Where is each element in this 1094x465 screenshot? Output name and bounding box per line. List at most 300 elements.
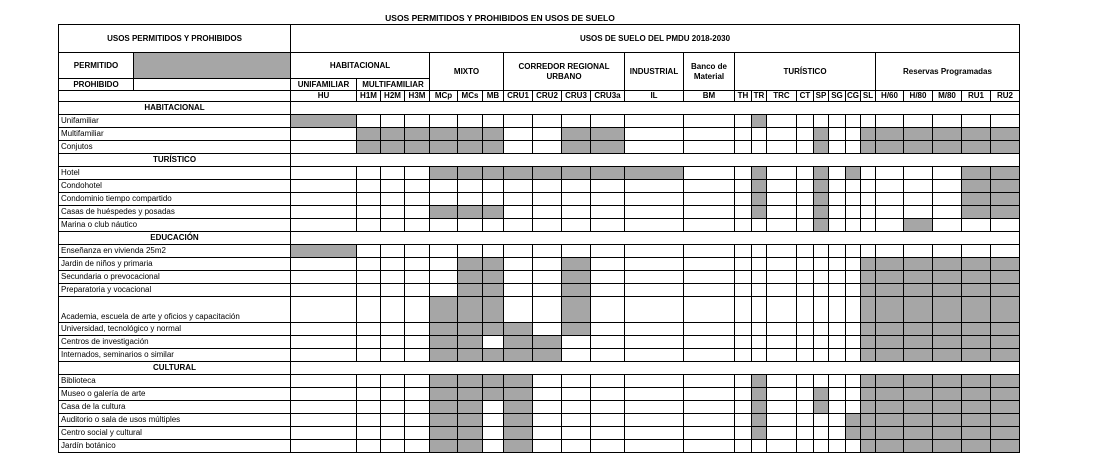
- table-row: [59, 180, 1020, 193]
- row-label: Casas de huéspedes y posadas: [59, 206, 291, 219]
- row-label: Condohotel: [59, 180, 291, 193]
- cell-permitido: [933, 414, 962, 427]
- cell-prohibido: [291, 193, 357, 206]
- cell-prohibido: [483, 193, 504, 206]
- cell-prohibido: [904, 245, 933, 258]
- cell-prohibido: [562, 206, 591, 219]
- section-row: [59, 232, 1020, 245]
- cell-permitido: [814, 388, 829, 401]
- cell-prohibido: [291, 258, 357, 271]
- table-row: [59, 401, 1020, 414]
- cell-prohibido: [625, 297, 684, 323]
- cell-prohibido: [767, 206, 797, 219]
- cell-prohibido: [829, 219, 846, 232]
- cell-prohibido: [735, 297, 752, 323]
- cell-prohibido: [735, 141, 752, 154]
- cell-prohibido: [291, 284, 357, 297]
- cell-permitido: [483, 349, 504, 362]
- cell-prohibido: [357, 414, 381, 427]
- legend-prohibido-swatch: [134, 79, 291, 91]
- cell-prohibido: [533, 323, 562, 336]
- cell-prohibido: [752, 141, 767, 154]
- section-title: CULTURAL: [59, 362, 291, 375]
- cell-permitido: [861, 323, 876, 336]
- cell-prohibido: [430, 180, 458, 193]
- cell-prohibido: [767, 128, 797, 141]
- table-row: [59, 414, 1020, 427]
- cell-prohibido: [962, 245, 991, 258]
- table-row: [59, 297, 1020, 323]
- cell-prohibido: [767, 180, 797, 193]
- cell-prohibido: [735, 193, 752, 206]
- cell-prohibido: [767, 141, 797, 154]
- cell-permitido: [861, 336, 876, 349]
- cell-permitido: [591, 128, 625, 141]
- cell-prohibido: [829, 388, 846, 401]
- cell-prohibido: [735, 271, 752, 284]
- cell-permitido: [752, 401, 767, 414]
- cell-prohibido: [458, 245, 483, 258]
- cell-prohibido: [504, 219, 533, 232]
- cell-prohibido: [797, 297, 814, 323]
- cell-prohibido: [735, 323, 752, 336]
- cell-prohibido: [933, 245, 962, 258]
- cell-permitido: [933, 128, 962, 141]
- cell-prohibido: [797, 349, 814, 362]
- cell-prohibido: [797, 440, 814, 453]
- table-row: [59, 271, 1020, 284]
- cell-permitido: [876, 284, 904, 297]
- cell-prohibido: [591, 388, 625, 401]
- cell-prohibido: [405, 284, 430, 297]
- cell-permitido: [876, 336, 904, 349]
- section-title: TURÍSTICO: [59, 154, 291, 167]
- cell-prohibido: [483, 245, 504, 258]
- cell-permitido: [752, 414, 767, 427]
- cell-permitido: [458, 128, 483, 141]
- cell-prohibido: [991, 245, 1020, 258]
- section-title: EDUCACIÓN: [59, 232, 291, 245]
- cell-prohibido: [767, 245, 797, 258]
- cell-prohibido: [846, 284, 861, 297]
- cell-prohibido: [767, 375, 797, 388]
- cell-permitido: [430, 388, 458, 401]
- table-row: [59, 323, 1020, 336]
- cell-prohibido: [829, 167, 846, 180]
- cell-prohibido: [752, 349, 767, 362]
- table-row: [59, 284, 1020, 297]
- column-codes-row: [59, 91, 1020, 102]
- cell-prohibido: [684, 427, 735, 440]
- cell-prohibido: [357, 206, 381, 219]
- table-row: [59, 128, 1020, 141]
- column-code-h2m: H2M: [381, 91, 405, 102]
- cell-prohibido: [829, 284, 846, 297]
- cell-prohibido: [829, 206, 846, 219]
- cell-permitido: [962, 271, 991, 284]
- cell-prohibido: [504, 297, 533, 323]
- cell-permitido: [876, 297, 904, 323]
- cell-prohibido: [405, 349, 430, 362]
- cell-prohibido: [381, 440, 405, 453]
- cell-permitido: [904, 297, 933, 323]
- cell-prohibido: [591, 375, 625, 388]
- cell-prohibido: [562, 414, 591, 427]
- cell-prohibido: [876, 206, 904, 219]
- cell-prohibido: [430, 115, 458, 128]
- row-label: Centro social y cultural: [59, 427, 291, 440]
- column-code-mb: MB: [483, 91, 504, 102]
- cell-prohibido: [291, 297, 357, 323]
- cell-prohibido: [405, 271, 430, 284]
- cell-permitido: [458, 440, 483, 453]
- cell-prohibido: [767, 258, 797, 271]
- cell-permitido: [904, 427, 933, 440]
- cell-permitido: [430, 206, 458, 219]
- cell-permitido: [357, 141, 381, 154]
- cell-prohibido: [684, 245, 735, 258]
- cell-permitido: [876, 440, 904, 453]
- cell-prohibido: [846, 297, 861, 323]
- cell-prohibido: [767, 401, 797, 414]
- table-row: [59, 388, 1020, 401]
- cell-prohibido: [357, 115, 381, 128]
- cell-permitido: [904, 271, 933, 284]
- cell-permitido: [504, 388, 533, 401]
- cell-permitido: [381, 128, 405, 141]
- cell-prohibido: [846, 258, 861, 271]
- section-filler: [291, 102, 1020, 115]
- cell-permitido: [483, 284, 504, 297]
- group-unifamiliar: UNIFAMILIAR: [291, 79, 357, 91]
- cell-prohibido: [483, 180, 504, 193]
- cell-prohibido: [357, 388, 381, 401]
- cell-prohibido: [405, 414, 430, 427]
- cell-prohibido: [591, 219, 625, 232]
- cell-permitido: [991, 440, 1020, 453]
- cell-permitido: [591, 141, 625, 154]
- cell-prohibido: [405, 180, 430, 193]
- cell-permitido: [861, 271, 876, 284]
- cell-permitido: [483, 258, 504, 271]
- cell-permitido: [904, 401, 933, 414]
- cell-prohibido: [752, 258, 767, 271]
- section-title: HABITACIONAL: [59, 102, 291, 115]
- cell-prohibido: [405, 167, 430, 180]
- cell-prohibido: [735, 219, 752, 232]
- cell-prohibido: [562, 180, 591, 193]
- cell-prohibido: [357, 401, 381, 414]
- cell-prohibido: [797, 193, 814, 206]
- cell-prohibido: [752, 323, 767, 336]
- cell-permitido: [458, 284, 483, 297]
- table-row: [59, 115, 1020, 128]
- cell-prohibido: [861, 245, 876, 258]
- cell-permitido: [846, 167, 861, 180]
- cell-prohibido: [814, 297, 829, 323]
- cell-prohibido: [357, 323, 381, 336]
- cell-permitido: [458, 271, 483, 284]
- cell-prohibido: [405, 245, 430, 258]
- cell-prohibido: [846, 206, 861, 219]
- cell-permitido: [504, 349, 533, 362]
- cell-prohibido: [797, 219, 814, 232]
- cell-prohibido: [562, 219, 591, 232]
- cell-prohibido: [625, 401, 684, 414]
- cell-prohibido: [876, 193, 904, 206]
- cell-prohibido: [430, 219, 458, 232]
- cell-prohibido: [861, 167, 876, 180]
- section-row: [59, 102, 1020, 115]
- cell-permitido: [405, 128, 430, 141]
- cell-prohibido: [591, 323, 625, 336]
- cell-permitido: [861, 375, 876, 388]
- cell-prohibido: [430, 258, 458, 271]
- cell-prohibido: [846, 375, 861, 388]
- cell-permitido: [933, 349, 962, 362]
- cell-prohibido: [752, 219, 767, 232]
- cell-permitido: [430, 414, 458, 427]
- cell-permitido: [483, 167, 504, 180]
- cell-prohibido: [405, 440, 430, 453]
- cell-permitido: [991, 297, 1020, 323]
- header-row-2: [59, 53, 1020, 79]
- cell-prohibido: [876, 167, 904, 180]
- cell-prohibido: [405, 388, 430, 401]
- cell-permitido: [991, 336, 1020, 349]
- cell-prohibido: [533, 440, 562, 453]
- cell-permitido: [458, 375, 483, 388]
- cell-prohibido: [829, 440, 846, 453]
- cell-permitido: [962, 414, 991, 427]
- cell-prohibido: [357, 245, 381, 258]
- cell-prohibido: [625, 115, 684, 128]
- cell-permitido: [933, 323, 962, 336]
- row-label: Marina o club náutico: [59, 219, 291, 232]
- cell-permitido: [991, 349, 1020, 362]
- cell-prohibido: [829, 180, 846, 193]
- cell-prohibido: [846, 271, 861, 284]
- column-code-mcp: MCp: [430, 91, 458, 102]
- cell-prohibido: [735, 349, 752, 362]
- cell-permitido: [962, 167, 991, 180]
- cell-prohibido: [562, 388, 591, 401]
- cell-prohibido: [829, 141, 846, 154]
- cell-permitido: [405, 141, 430, 154]
- cell-prohibido: [591, 349, 625, 362]
- cell-prohibido: [562, 427, 591, 440]
- cell-permitido: [933, 284, 962, 297]
- column-code-cru3: CRU3: [562, 91, 591, 102]
- cell-prohibido: [591, 271, 625, 284]
- legend-permitido-label: PERMITIDO: [59, 53, 134, 79]
- cell-permitido: [962, 375, 991, 388]
- cell-permitido: [933, 401, 962, 414]
- cell-prohibido: [625, 206, 684, 219]
- cell-prohibido: [829, 375, 846, 388]
- cell-prohibido: [684, 284, 735, 297]
- cell-prohibido: [357, 297, 381, 323]
- cell-prohibido: [933, 193, 962, 206]
- cell-prohibido: [735, 245, 752, 258]
- cell-prohibido: [814, 271, 829, 284]
- column-code-ru1: RU1: [962, 91, 991, 102]
- cell-prohibido: [684, 193, 735, 206]
- cell-prohibido: [752, 245, 767, 258]
- cell-prohibido: [357, 375, 381, 388]
- cell-permitido: [430, 128, 458, 141]
- cell-prohibido: [591, 206, 625, 219]
- cell-prohibido: [829, 128, 846, 141]
- cell-prohibido: [846, 401, 861, 414]
- cell-prohibido: [357, 219, 381, 232]
- cell-prohibido: [767, 336, 797, 349]
- cell-prohibido: [767, 167, 797, 180]
- column-code-tr: TR: [752, 91, 767, 102]
- cell-permitido: [933, 427, 962, 440]
- cell-prohibido: [904, 180, 933, 193]
- cell-prohibido: [829, 193, 846, 206]
- cell-prohibido: [797, 180, 814, 193]
- cell-prohibido: [846, 349, 861, 362]
- cell-prohibido: [735, 128, 752, 141]
- cell-prohibido: [357, 258, 381, 271]
- cell-permitido: [933, 440, 962, 453]
- cell-prohibido: [291, 219, 357, 232]
- cell-permitido: [876, 375, 904, 388]
- row-label: Museo o galería de arte: [59, 388, 291, 401]
- cell-permitido: [876, 401, 904, 414]
- cell-prohibido: [752, 284, 767, 297]
- column-code-il: IL: [625, 91, 684, 102]
- cell-prohibido: [904, 115, 933, 128]
- cell-prohibido: [684, 401, 735, 414]
- cell-permitido: [933, 141, 962, 154]
- cell-permitido: [562, 258, 591, 271]
- cell-permitido: [861, 440, 876, 453]
- cell-prohibido: [381, 427, 405, 440]
- cell-permitido: [991, 284, 1020, 297]
- cell-prohibido: [767, 349, 797, 362]
- cell-prohibido: [684, 180, 735, 193]
- cell-prohibido: [625, 323, 684, 336]
- row-label: Auditorio o sala de usos múltiples: [59, 414, 291, 427]
- cell-prohibido: [533, 193, 562, 206]
- cell-prohibido: [625, 440, 684, 453]
- cell-permitido: [933, 258, 962, 271]
- cell-permitido: [904, 440, 933, 453]
- cell-prohibido: [291, 167, 357, 180]
- cell-prohibido: [533, 245, 562, 258]
- cell-permitido: [458, 388, 483, 401]
- cell-permitido: [814, 128, 829, 141]
- cell-prohibido: [291, 336, 357, 349]
- cell-prohibido: [625, 271, 684, 284]
- cell-permitido: [962, 323, 991, 336]
- cell-permitido: [991, 375, 1020, 388]
- cell-prohibido: [533, 258, 562, 271]
- document-title: USOS PERMITIDOS Y PROHIBIDOS EN USOS DE SUELO: [385, 13, 615, 23]
- cell-prohibido: [430, 271, 458, 284]
- cell-permitido: [876, 427, 904, 440]
- cell-prohibido: [381, 167, 405, 180]
- cell-prohibido: [684, 258, 735, 271]
- table-row: [59, 193, 1020, 206]
- cell-permitido: [430, 167, 458, 180]
- row-label: Hotel: [59, 167, 291, 180]
- cell-permitido: [861, 258, 876, 271]
- cell-prohibido: [533, 115, 562, 128]
- cell-prohibido: [381, 297, 405, 323]
- group-multifamiliar: MULTIFAMILIAR: [357, 79, 430, 91]
- cell-prohibido: [430, 284, 458, 297]
- cell-prohibido: [533, 128, 562, 141]
- cell-permitido: [991, 167, 1020, 180]
- cell-prohibido: [504, 206, 533, 219]
- cell-prohibido: [684, 297, 735, 323]
- cell-permitido: [430, 323, 458, 336]
- cell-prohibido: [405, 401, 430, 414]
- cell-permitido: [814, 206, 829, 219]
- cell-permitido: [933, 297, 962, 323]
- column-code-mcs: MCs: [458, 91, 483, 102]
- cell-prohibido: [846, 141, 861, 154]
- cell-prohibido: [829, 323, 846, 336]
- cell-permitido: [861, 297, 876, 323]
- cell-prohibido: [846, 388, 861, 401]
- row-label: Preparatoria y vocacional: [59, 284, 291, 297]
- cell-prohibido: [735, 167, 752, 180]
- cell-prohibido: [625, 180, 684, 193]
- cell-permitido: [962, 349, 991, 362]
- cell-permitido: [458, 323, 483, 336]
- cell-prohibido: [752, 336, 767, 349]
- cell-prohibido: [357, 427, 381, 440]
- cell-permitido: [876, 414, 904, 427]
- cell-permitido: [533, 349, 562, 362]
- cell-prohibido: [846, 115, 861, 128]
- cell-prohibido: [483, 336, 504, 349]
- cell-permitido: [381, 141, 405, 154]
- cell-permitido: [430, 401, 458, 414]
- cell-permitido: [458, 427, 483, 440]
- group-mixto: MIXTO: [430, 53, 504, 91]
- cell-permitido: [562, 284, 591, 297]
- cell-prohibido: [291, 141, 357, 154]
- cell-prohibido: [735, 440, 752, 453]
- cell-prohibido: [962, 115, 991, 128]
- cell-permitido: [458, 141, 483, 154]
- cell-prohibido: [291, 180, 357, 193]
- cell-prohibido: [625, 284, 684, 297]
- cell-prohibido: [591, 414, 625, 427]
- cell-prohibido: [797, 141, 814, 154]
- cell-permitido: [991, 258, 1020, 271]
- cell-permitido: [458, 258, 483, 271]
- column-code-cru2: CRU2: [533, 91, 562, 102]
- cell-permitido: [504, 167, 533, 180]
- section-filler: [291, 362, 1020, 375]
- cell-prohibido: [625, 219, 684, 232]
- cell-permitido: [962, 193, 991, 206]
- cell-prohibido: [933, 219, 962, 232]
- column-code-h-80: H/80: [904, 91, 933, 102]
- column-code-sg: SG: [829, 91, 846, 102]
- cell-permitido: [752, 375, 767, 388]
- cell-permitido: [458, 401, 483, 414]
- cell-prohibido: [735, 375, 752, 388]
- cell-prohibido: [562, 401, 591, 414]
